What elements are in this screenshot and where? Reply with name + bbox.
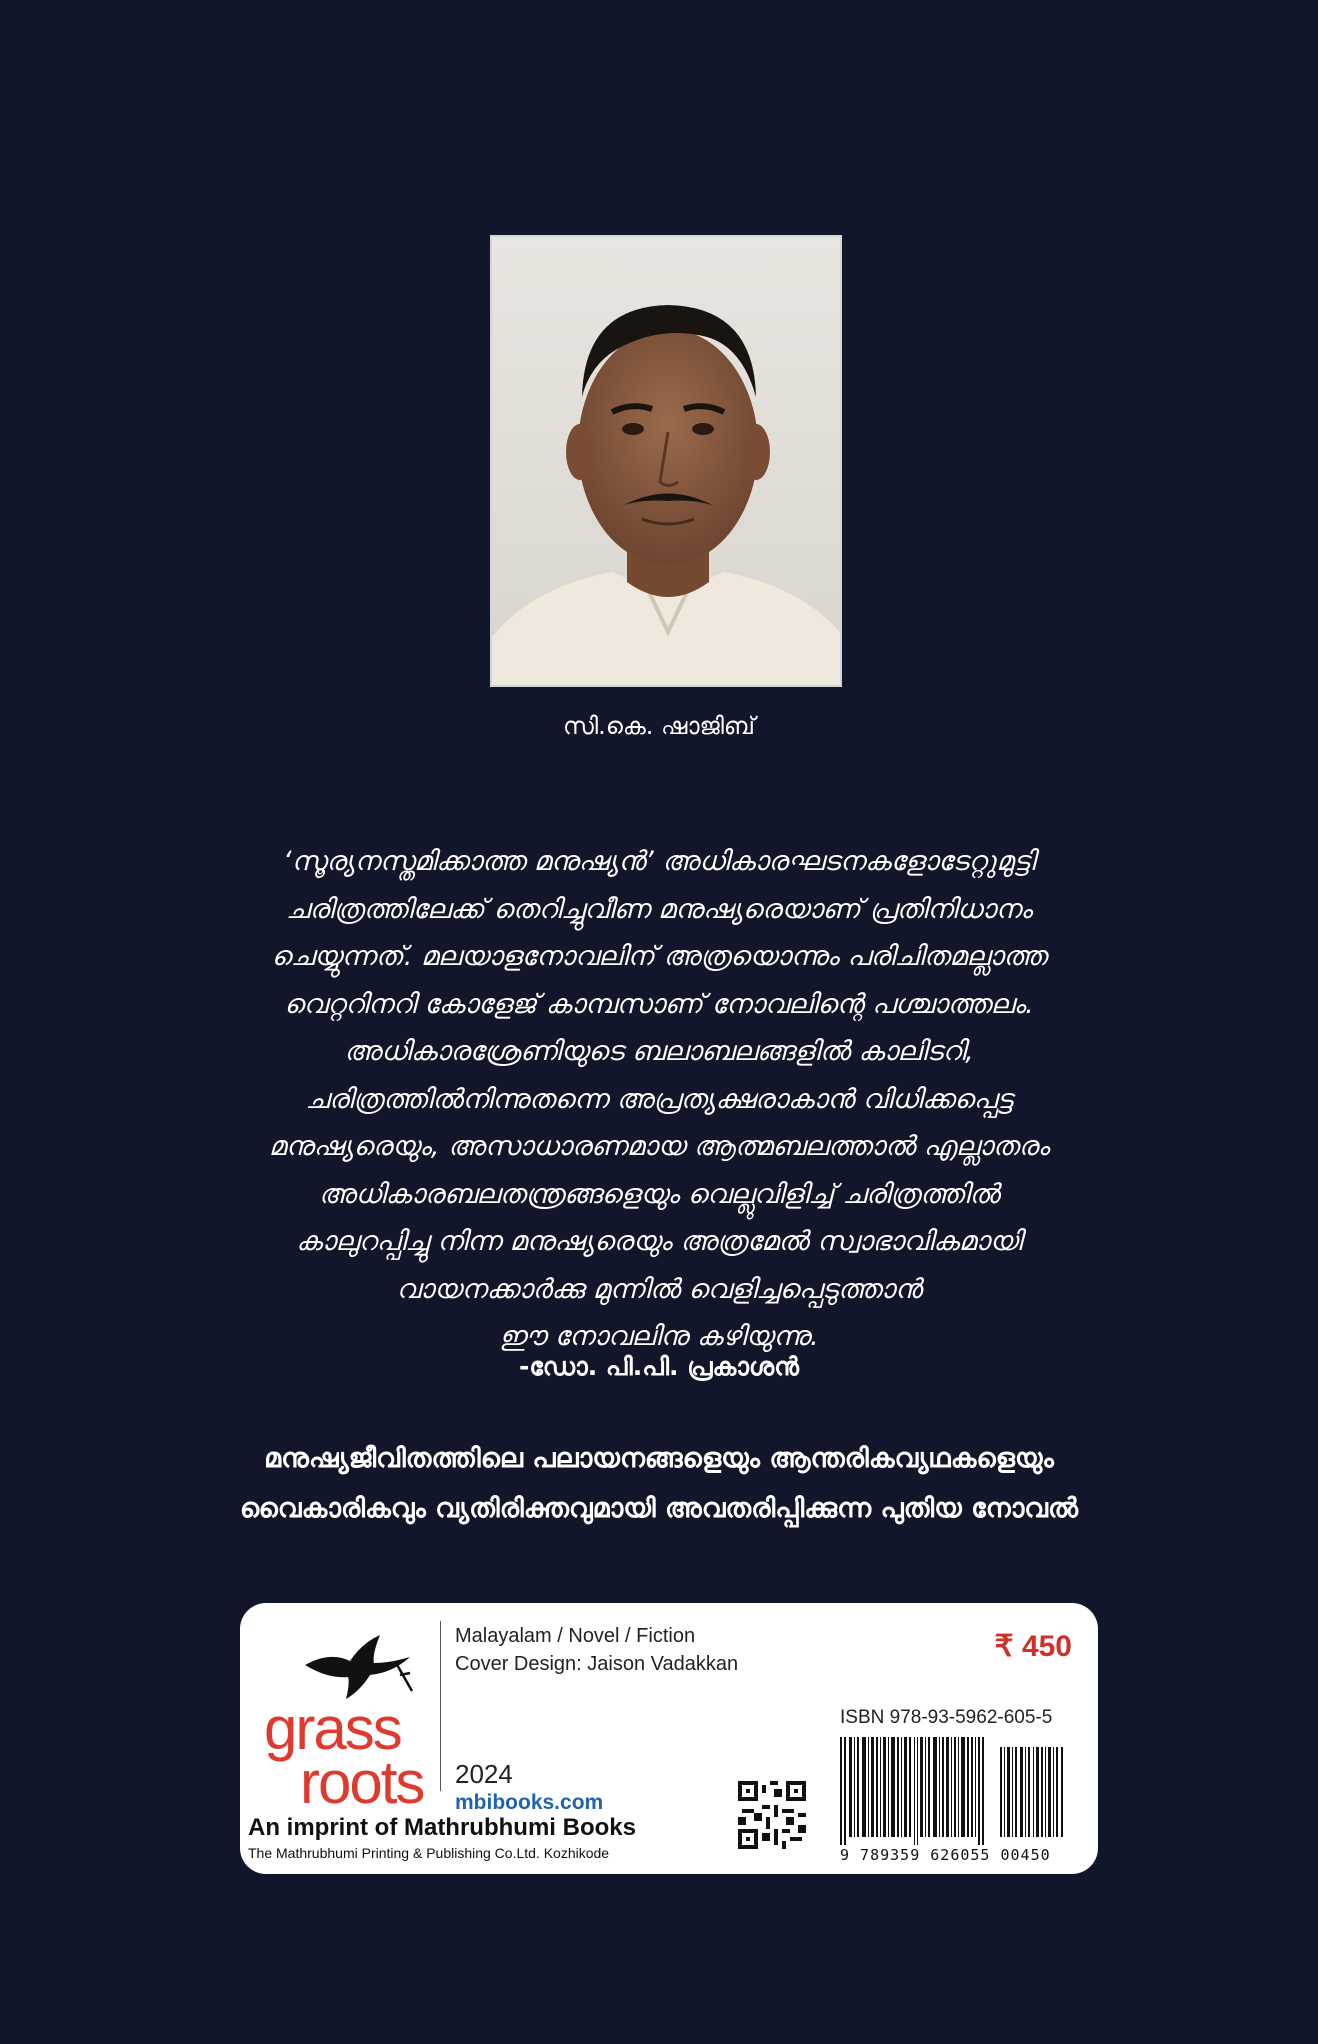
barcode-icon xyxy=(840,1737,1070,1845)
tagline-line: വൈകാരികവും വ്യതിരിക്തവുമായി അവതരിപ്പിക്കുന്ന പുതിയ നോവൽ xyxy=(239,1493,1079,1524)
author-photo xyxy=(490,235,842,687)
cover-design-text: Cover Design: Jaison Vadakkan xyxy=(455,1653,739,1675)
barcode-digits: 9 789359 626055 00450 xyxy=(840,1846,1051,1864)
brand-grass: grass xyxy=(264,1695,401,1762)
blurb-attribution: -ഡോ. പി.പി. പ്രകാശൻ xyxy=(519,1352,799,1381)
blurb-line: ചരിത്രത്തിൽനിന്നുതന്നെ അപ്രത്യക്ഷരാകാൻ വിധിക്കപ്പെട്ട xyxy=(305,1083,1013,1115)
blurb-line: ‘സൂര്യനസ്തമിക്കാത്ത മനുഷ്യൻ’ അധികാരഘടനകളോടേറ്റുമുട്ടി xyxy=(283,846,1035,877)
isbn-text: ISBN 978-93-5962-605-5 xyxy=(840,1707,1053,1728)
website-link[interactable]: mbibooks.com xyxy=(455,1791,604,1814)
blurb-line: ചെയ്യുന്നത്. മലയാളനോവലിന് അത്രയൊന്നും പരിചിതമല്ലാത്ത xyxy=(271,941,1047,972)
blurb-line: വെറ്ററിനറി കോളേജ് കാമ്പസാണ് നോവലിന്റെ പശ്ചാത്തലം. xyxy=(284,988,1034,1020)
imprint-text: An imprint of Mathrubhumi Books xyxy=(248,1814,636,1841)
panel-divider xyxy=(440,1621,441,1791)
blurb-line: മനുഷ്യരെയും, അസാധാരണമായ ആത്മബലത്താൽ എല്ലാതരം xyxy=(268,1131,1050,1162)
publication-year: 2024 xyxy=(455,1759,513,1789)
blurb-line: ചരിത്രത്തിലേക്ക് തെറിച്ചുവീണ മനുഷ്യരെയാണ് പ്രതിനിധാനം xyxy=(286,893,1032,925)
publisher-panel xyxy=(240,1603,1098,1874)
blurb-line: കാലുറപ്പിച്ചു നിന്ന മനുഷ്യരെയും അത്രമേൽ സ്വാഭാവികമായി xyxy=(296,1226,1022,1257)
printer-text: The Mathrubhumi Printing & Publishing Co.Ltd. Kozhikode xyxy=(248,1845,610,1861)
genre-text: Malayalam / Novel / Fiction xyxy=(455,1625,696,1647)
price-tag: ₹ 450 xyxy=(994,1630,1072,1663)
blurb-line: ഈ നോവലിനു കഴിയുന്നു. xyxy=(499,1321,819,1352)
bird-logo-icon xyxy=(300,1633,420,1703)
blurb-line: അധികാരബലതന്ത്രങ്ങളെയും വെല്ലുവിളിച്ച് ചരിത്രത്തിൽ xyxy=(318,1178,1000,1210)
book-blurb xyxy=(200,838,1118,1361)
brand-roots: roots xyxy=(300,1749,424,1816)
blurb-line: അധികാരശ്രേണിയുടെ ബലാബലങ്ങളിൽ കാലിടറി, xyxy=(344,1036,974,1067)
tagline-line: മനുഷ്യജീവിതത്തിലെ പലായനങ്ങളെയും ആന്തരികവ്യഥകളെയും xyxy=(264,1443,1054,1474)
tagline xyxy=(0,1434,1318,1534)
author-name: സി.കെ. ഷാജിബ് xyxy=(563,712,755,740)
qr-code-icon[interactable] xyxy=(738,1781,806,1849)
blurb-line: വായനക്കാർക്കു മുന്നിൽ വെളിച്ചപ്പെടുത്താൻ xyxy=(396,1273,922,1305)
